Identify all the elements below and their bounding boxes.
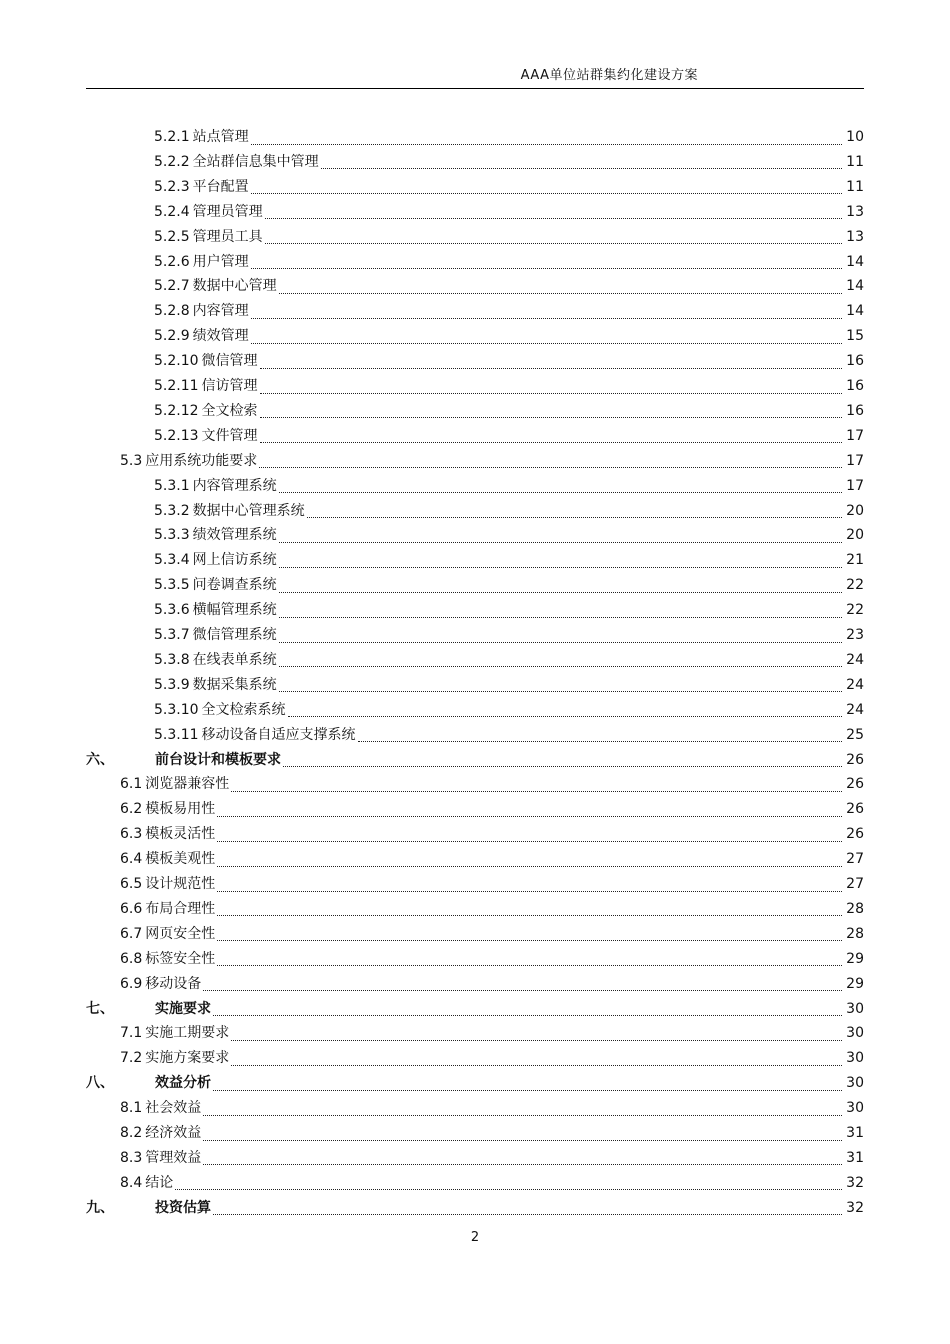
toc-entry-title: 信访管理 [201, 378, 258, 394]
toc-entry-number: 5.3.10 [154, 701, 199, 718]
toc-entry-heading [120, 1046, 229, 1070]
toc-entry-title: 微信管理系统 [192, 627, 277, 643]
toc-entry-number: 5.3.2 [154, 502, 190, 519]
toc-entry-title: 站点管理 [192, 129, 249, 145]
toc-entry-number: 八、 [86, 1075, 114, 1092]
toc-entry-title: 移动设备 [145, 975, 202, 992]
toc-entry-page-number: 30 [846, 1050, 864, 1067]
toc-entry-title: 全文检索 [201, 402, 258, 419]
toc-entry[interactable] [0, 847, 864, 871]
toc-entry[interactable] [0, 274, 864, 298]
toc-entry-heading [154, 125, 249, 149]
toc-dot-leader [203, 1114, 842, 1116]
toc-entry-heading [154, 324, 249, 348]
toc-entry-title: 模板灵活性 [145, 826, 216, 843]
toc-entry-heading [154, 150, 319, 174]
toc-entry-heading [154, 573, 277, 597]
toc-entry-number: 5.3.6 [154, 602, 190, 619]
toc-entry-title: 实施方案要求 [145, 1050, 230, 1067]
toc-entry[interactable] [0, 548, 864, 572]
toc-dot-leader [283, 765, 842, 767]
toc-entry[interactable] [0, 822, 864, 846]
toc-entry-page-number: 26 [846, 776, 864, 793]
toc-entry-number: 5.3.1 [154, 477, 190, 494]
toc-entry-title: 实施要求 [155, 1000, 211, 1017]
toc-entry-heading [120, 897, 215, 921]
toc-entry-number: 6.2 [120, 801, 143, 818]
toc-entry-number: 5.2.1 [154, 129, 190, 145]
toc-entry-number: 8.1 [120, 1100, 143, 1117]
toc-entry[interactable] [0, 1071, 864, 1095]
toc-entry-page-number: 32 [846, 1199, 864, 1216]
toc-dot-leader [279, 491, 842, 493]
toc-dot-leader [251, 267, 842, 269]
toc-entry[interactable] [0, 399, 864, 423]
toc-entry-number: 5.2.9 [154, 328, 190, 345]
toc-entry-heading [120, 449, 257, 473]
toc-entry-number: 5.2.8 [154, 303, 190, 320]
toc-entry-heading [86, 748, 281, 772]
toc-entry-page-number: 17 [846, 477, 864, 494]
toc-entry-number: 8.3 [120, 1149, 143, 1166]
toc-entry[interactable] [0, 349, 864, 373]
toc-entry-title: 管理效益 [145, 1149, 202, 1166]
toc-entry-title: 内容管理系统 [192, 477, 277, 494]
toc-entry[interactable] [0, 972, 864, 996]
toc-entry-page-number: 25 [846, 726, 864, 743]
toc-entry-number: 5.2.4 [154, 203, 190, 220]
toc-entry-heading [86, 997, 211, 1021]
toc-entry-page-number: 30 [846, 1075, 864, 1092]
toc-entry-title: 全站群信息集中管理 [192, 153, 319, 170]
toc-entry-page-number: 14 [846, 303, 864, 320]
toc-entry-number: 5.3.4 [154, 552, 190, 569]
toc-entry-heading [120, 822, 215, 846]
toc-dot-leader [217, 815, 842, 817]
toc-dot-leader [203, 1139, 842, 1141]
toc-dot-leader [231, 1039, 842, 1041]
toc-entry-heading [120, 772, 229, 796]
toc-dot-leader [213, 1213, 842, 1215]
toc-entry[interactable] [0, 598, 864, 622]
toc-entry-title: 模板美观性 [145, 851, 216, 868]
toc-dot-leader [217, 890, 842, 892]
toc-entry-heading [154, 274, 277, 298]
toc-entry-heading [120, 947, 215, 971]
toc-dot-leader [217, 914, 842, 916]
toc-entry-title: 效益分析 [155, 1075, 211, 1092]
toc-entry-number: 5.2.13 [154, 427, 199, 444]
toc-dot-leader [265, 217, 842, 219]
toc-dot-leader [358, 740, 842, 742]
toc-entry[interactable] [0, 523, 864, 547]
toc-entry-title: 结论 [145, 1174, 174, 1191]
toc-entry-title: 网上信访系统 [192, 552, 277, 569]
toc-entry-title: 内容管理 [192, 303, 249, 320]
toc-dot-leader [231, 790, 842, 792]
toc-entry-page-number: 22 [846, 577, 864, 594]
toc-entry-heading [154, 200, 263, 224]
toc-entry-title: 前台设计和模板要求 [155, 751, 281, 768]
toc-entry-heading [86, 1196, 211, 1220]
toc-entry-page-number: 16 [846, 378, 864, 394]
toc-entry[interactable] [0, 299, 864, 323]
toc-entry-number: 6.1 [120, 776, 143, 793]
toc-entry-heading [154, 499, 305, 523]
toc-entry-heading [86, 1071, 211, 1095]
toc-entry[interactable] [0, 673, 864, 697]
toc-entry-heading [154, 474, 277, 498]
toc-entry[interactable] [0, 1196, 864, 1220]
toc-entry[interactable] [0, 872, 864, 896]
toc-entry[interactable] [0, 1146, 864, 1170]
toc-entry[interactable] [0, 225, 864, 249]
toc-entry[interactable] [0, 1121, 864, 1145]
toc-entry-heading [120, 1121, 201, 1145]
toc-entry-page-number: 23 [846, 627, 864, 643]
toc-entry[interactable] [0, 150, 864, 174]
toc-dot-leader [260, 392, 842, 394]
toc-entry-number: 6.6 [120, 900, 143, 917]
toc-entry-number: 5.3 [120, 452, 143, 469]
toc-entry-heading [154, 523, 277, 547]
toc-dot-leader [259, 466, 842, 468]
toc-entry-number: 8.4 [120, 1174, 143, 1191]
toc-entry[interactable] [0, 623, 864, 647]
toc-entry-page-number: 27 [846, 851, 864, 868]
toc-entry-number: 5.3.5 [154, 577, 190, 594]
toc-entry[interactable] [0, 748, 864, 772]
toc-entry-heading [154, 424, 258, 448]
toc-entry-number: 5.3.11 [154, 726, 199, 743]
toc-entry-number: 5.2.11 [154, 378, 199, 394]
toc-entry-title: 绩效管理系统 [192, 527, 277, 544]
toc-entry-heading [120, 1171, 173, 1195]
toc-entry-title: 文件管理 [201, 427, 258, 444]
toc-entry-number: 7.1 [120, 1025, 143, 1042]
toc-entry-title: 管理员管理 [192, 203, 263, 220]
toc-entry-page-number: 10 [846, 129, 864, 145]
toc-entry-page-number: 21 [846, 552, 864, 569]
toc-entry[interactable] [0, 1096, 864, 1120]
toc-entry-page-number: 29 [846, 950, 864, 967]
toc-entry-heading [154, 299, 249, 323]
toc-entry-number: 6.4 [120, 851, 143, 868]
toc-entry-heading [120, 972, 201, 996]
toc-entry-title: 实施工期要求 [145, 1025, 230, 1042]
toc-entry-title: 数据采集系统 [192, 676, 277, 693]
toc-entry[interactable] [0, 125, 864, 149]
toc-entry-page-number: 14 [846, 278, 864, 295]
toc-entry-title: 模板易用性 [145, 801, 216, 818]
toc-entry-heading [154, 623, 277, 647]
toc-entry-page-number: 30 [846, 1000, 864, 1017]
toc-entry-title: 绩效管理 [192, 328, 249, 345]
toc-entry-title: 经济效益 [145, 1125, 202, 1141]
toc-dot-leader [260, 416, 842, 418]
toc-dot-leader [265, 242, 842, 244]
toc-entry-title: 管理员工具 [192, 228, 263, 245]
toc-entry[interactable] [0, 947, 864, 971]
toc-dot-leader [279, 641, 842, 643]
toc-entry[interactable] [0, 1021, 864, 1045]
toc-dot-leader [251, 342, 842, 344]
toc-entry-page-number: 31 [846, 1149, 864, 1166]
toc-entry[interactable] [0, 698, 864, 722]
toc-dot-leader [307, 516, 842, 518]
toc-entry-number: 5.2.6 [154, 253, 190, 270]
toc-entry[interactable] [0, 449, 864, 473]
toc-entry-title: 移动设备自适应支撑系统 [201, 726, 356, 743]
toc-entry-number: 5.2.5 [154, 228, 190, 245]
toc-entry[interactable] [0, 324, 864, 348]
toc-entry-number: 5.2.7 [154, 278, 190, 295]
toc-entry-page-number: 17 [846, 427, 864, 444]
toc-entry-page-number: 24 [846, 701, 864, 718]
toc-entry-heading [120, 1021, 229, 1045]
toc-entry-title: 横幅管理系统 [192, 602, 277, 619]
toc-entry[interactable] [0, 499, 864, 523]
toc-entry-title: 数据中心管理 [192, 278, 277, 295]
toc-entry-heading [154, 349, 258, 373]
toc-entry-page-number: 24 [846, 651, 864, 668]
toc-dot-leader [279, 616, 842, 618]
toc-entry-title: 微信管理 [201, 353, 258, 370]
toc-entry-heading [154, 374, 258, 398]
toc-entry-heading [120, 1096, 201, 1120]
toc-entry-page-number: 20 [846, 502, 864, 519]
toc-entry[interactable] [0, 797, 864, 821]
toc-entry-number: 6.7 [120, 925, 143, 942]
toc-entry-heading [154, 598, 277, 622]
toc-entry-page-number: 28 [846, 900, 864, 917]
toc-entry-heading [120, 847, 215, 871]
toc-dot-leader [203, 1163, 842, 1165]
toc-entry[interactable] [0, 922, 864, 946]
toc-entry-number: 5.2.12 [154, 402, 199, 419]
toc-entry-number: 七、 [86, 1000, 114, 1017]
toc-dot-leader [251, 192, 842, 194]
toc-entry-number: 5.3.8 [154, 651, 190, 668]
toc-entry-heading [154, 673, 277, 697]
toc-entry-number: 6.3 [120, 826, 143, 843]
toc-entry[interactable] [0, 250, 864, 274]
toc-entry[interactable] [0, 175, 864, 199]
toc-entry-title: 布局合理性 [145, 900, 216, 917]
toc-entry-title: 平台配置 [192, 178, 249, 195]
toc-entry-page-number: 26 [846, 801, 864, 818]
toc-entry-page-number: 13 [846, 203, 864, 220]
toc-entry[interactable] [0, 1046, 864, 1070]
toc-entry[interactable] [0, 200, 864, 224]
toc-entry-title: 浏览器兼容性 [145, 776, 230, 793]
toc-entry-page-number: 17 [846, 452, 864, 469]
toc-entry-page-number: 16 [846, 353, 864, 370]
toc-dot-leader [279, 541, 842, 543]
toc-entry-page-number: 16 [846, 402, 864, 419]
toc-entry-number: 5.2.10 [154, 353, 199, 370]
toc-entry-heading [120, 1146, 201, 1170]
toc-entry-number: 7.2 [120, 1050, 143, 1067]
toc-entry-heading [154, 399, 258, 423]
toc-entry-page-number: 13 [846, 228, 864, 245]
toc-dot-leader [217, 865, 842, 867]
toc-dot-leader [217, 964, 842, 966]
toc-dot-leader [217, 840, 842, 842]
toc-entry-page-number: 15 [846, 328, 864, 345]
toc-entry-heading [120, 797, 215, 821]
toc-entry-page-number: 11 [846, 153, 864, 170]
toc-entry-title: 数据中心管理系统 [192, 502, 305, 519]
toc-dot-leader [260, 367, 842, 369]
toc-entry-heading [154, 175, 249, 199]
toc-entry-title: 全文检索系统 [201, 701, 286, 718]
toc-dot-leader [321, 167, 842, 169]
toc-entry-title: 网页安全性 [145, 925, 216, 942]
toc-dot-leader [175, 1188, 842, 1190]
toc-entry-page-number: 20 [846, 527, 864, 544]
toc-entry[interactable] [0, 474, 864, 498]
toc-entry[interactable] [0, 573, 864, 597]
toc-entry-page-number: 31 [846, 1125, 864, 1141]
toc-dot-leader [279, 292, 842, 294]
toc-entry-page-number: 22 [846, 602, 864, 619]
page-number: 2 [470, 1230, 480, 1245]
toc-entry-heading [154, 648, 277, 672]
running-header-title: AAA单位站群集约化建设方案 [520, 68, 698, 83]
toc-entry-title: 社会效益 [145, 1100, 202, 1117]
toc-entry-number: 6.8 [120, 950, 143, 967]
toc-entry[interactable] [0, 374, 864, 398]
toc-entry-heading [120, 872, 215, 896]
toc-entry-number: 5.2.3 [154, 178, 190, 195]
toc-entry[interactable] [0, 772, 864, 796]
toc-dot-leader [279, 591, 842, 593]
toc-entry-number: 5.3.9 [154, 676, 190, 693]
toc-entry-title: 投资估算 [155, 1199, 211, 1216]
toc-entry-page-number: 32 [846, 1174, 864, 1191]
toc-entry-heading [154, 225, 263, 249]
toc-entry-page-number: 11 [846, 178, 864, 195]
toc-entry-page-number: 30 [846, 1100, 864, 1117]
toc-entry-page-number: 29 [846, 975, 864, 992]
toc-entry-title: 应用系统功能要求 [145, 452, 258, 469]
toc-entry-page-number: 14 [846, 253, 864, 270]
toc-entry-number: 8.2 [120, 1125, 143, 1141]
toc-dot-leader [251, 317, 842, 319]
toc-dot-leader [279, 690, 842, 692]
toc-entry-number: 5.3.3 [154, 527, 190, 544]
toc-dot-leader [213, 1089, 842, 1091]
toc-entry-page-number: 27 [846, 876, 864, 892]
toc-entry-number: 六、 [86, 751, 114, 768]
toc-dot-leader [279, 566, 842, 568]
toc-dot-leader [279, 665, 842, 667]
toc-entry-page-number: 24 [846, 676, 864, 693]
toc-entry-number: 6.9 [120, 975, 143, 992]
toc-entry[interactable] [0, 723, 864, 747]
toc-entry-heading [154, 723, 356, 747]
toc-dot-leader [260, 441, 842, 443]
toc-entry-title: 设计规范性 [145, 876, 216, 892]
toc-entry-number: 5.3.7 [154, 627, 190, 643]
toc-dot-leader [251, 143, 842, 145]
toc-dot-leader [288, 715, 842, 717]
toc-entry-title: 用户管理 [192, 253, 249, 270]
toc-entry-page-number: 30 [846, 1025, 864, 1042]
toc-entry-number: 5.2.2 [154, 153, 190, 170]
toc-entry-title: 在线表单系统 [192, 651, 277, 668]
toc-entry-number: 九、 [86, 1199, 114, 1216]
toc-entry-page-number: 26 [846, 826, 864, 843]
toc-dot-leader [217, 939, 842, 941]
toc-entry[interactable] [0, 897, 864, 921]
toc-dot-leader [213, 1014, 842, 1016]
toc-entry-number: 6.5 [120, 876, 143, 892]
toc-entry-heading [154, 250, 249, 274]
toc-entry[interactable] [0, 648, 864, 672]
toc-dot-leader [203, 989, 842, 991]
toc-entry-title: 标签安全性 [145, 950, 216, 967]
toc-entry-heading [154, 698, 286, 722]
toc-entry[interactable] [0, 424, 864, 448]
toc-entry[interactable] [0, 1171, 864, 1195]
toc-entry-page-number: 26 [846, 751, 864, 768]
toc-entry-heading [154, 548, 277, 572]
toc-entry-heading [120, 922, 215, 946]
toc-dot-leader [231, 1064, 842, 1066]
toc-entry[interactable] [0, 997, 864, 1021]
toc-entry-title: 问卷调查系统 [192, 577, 277, 594]
toc-entry-page-number: 28 [846, 925, 864, 942]
header-divider [86, 88, 864, 89]
